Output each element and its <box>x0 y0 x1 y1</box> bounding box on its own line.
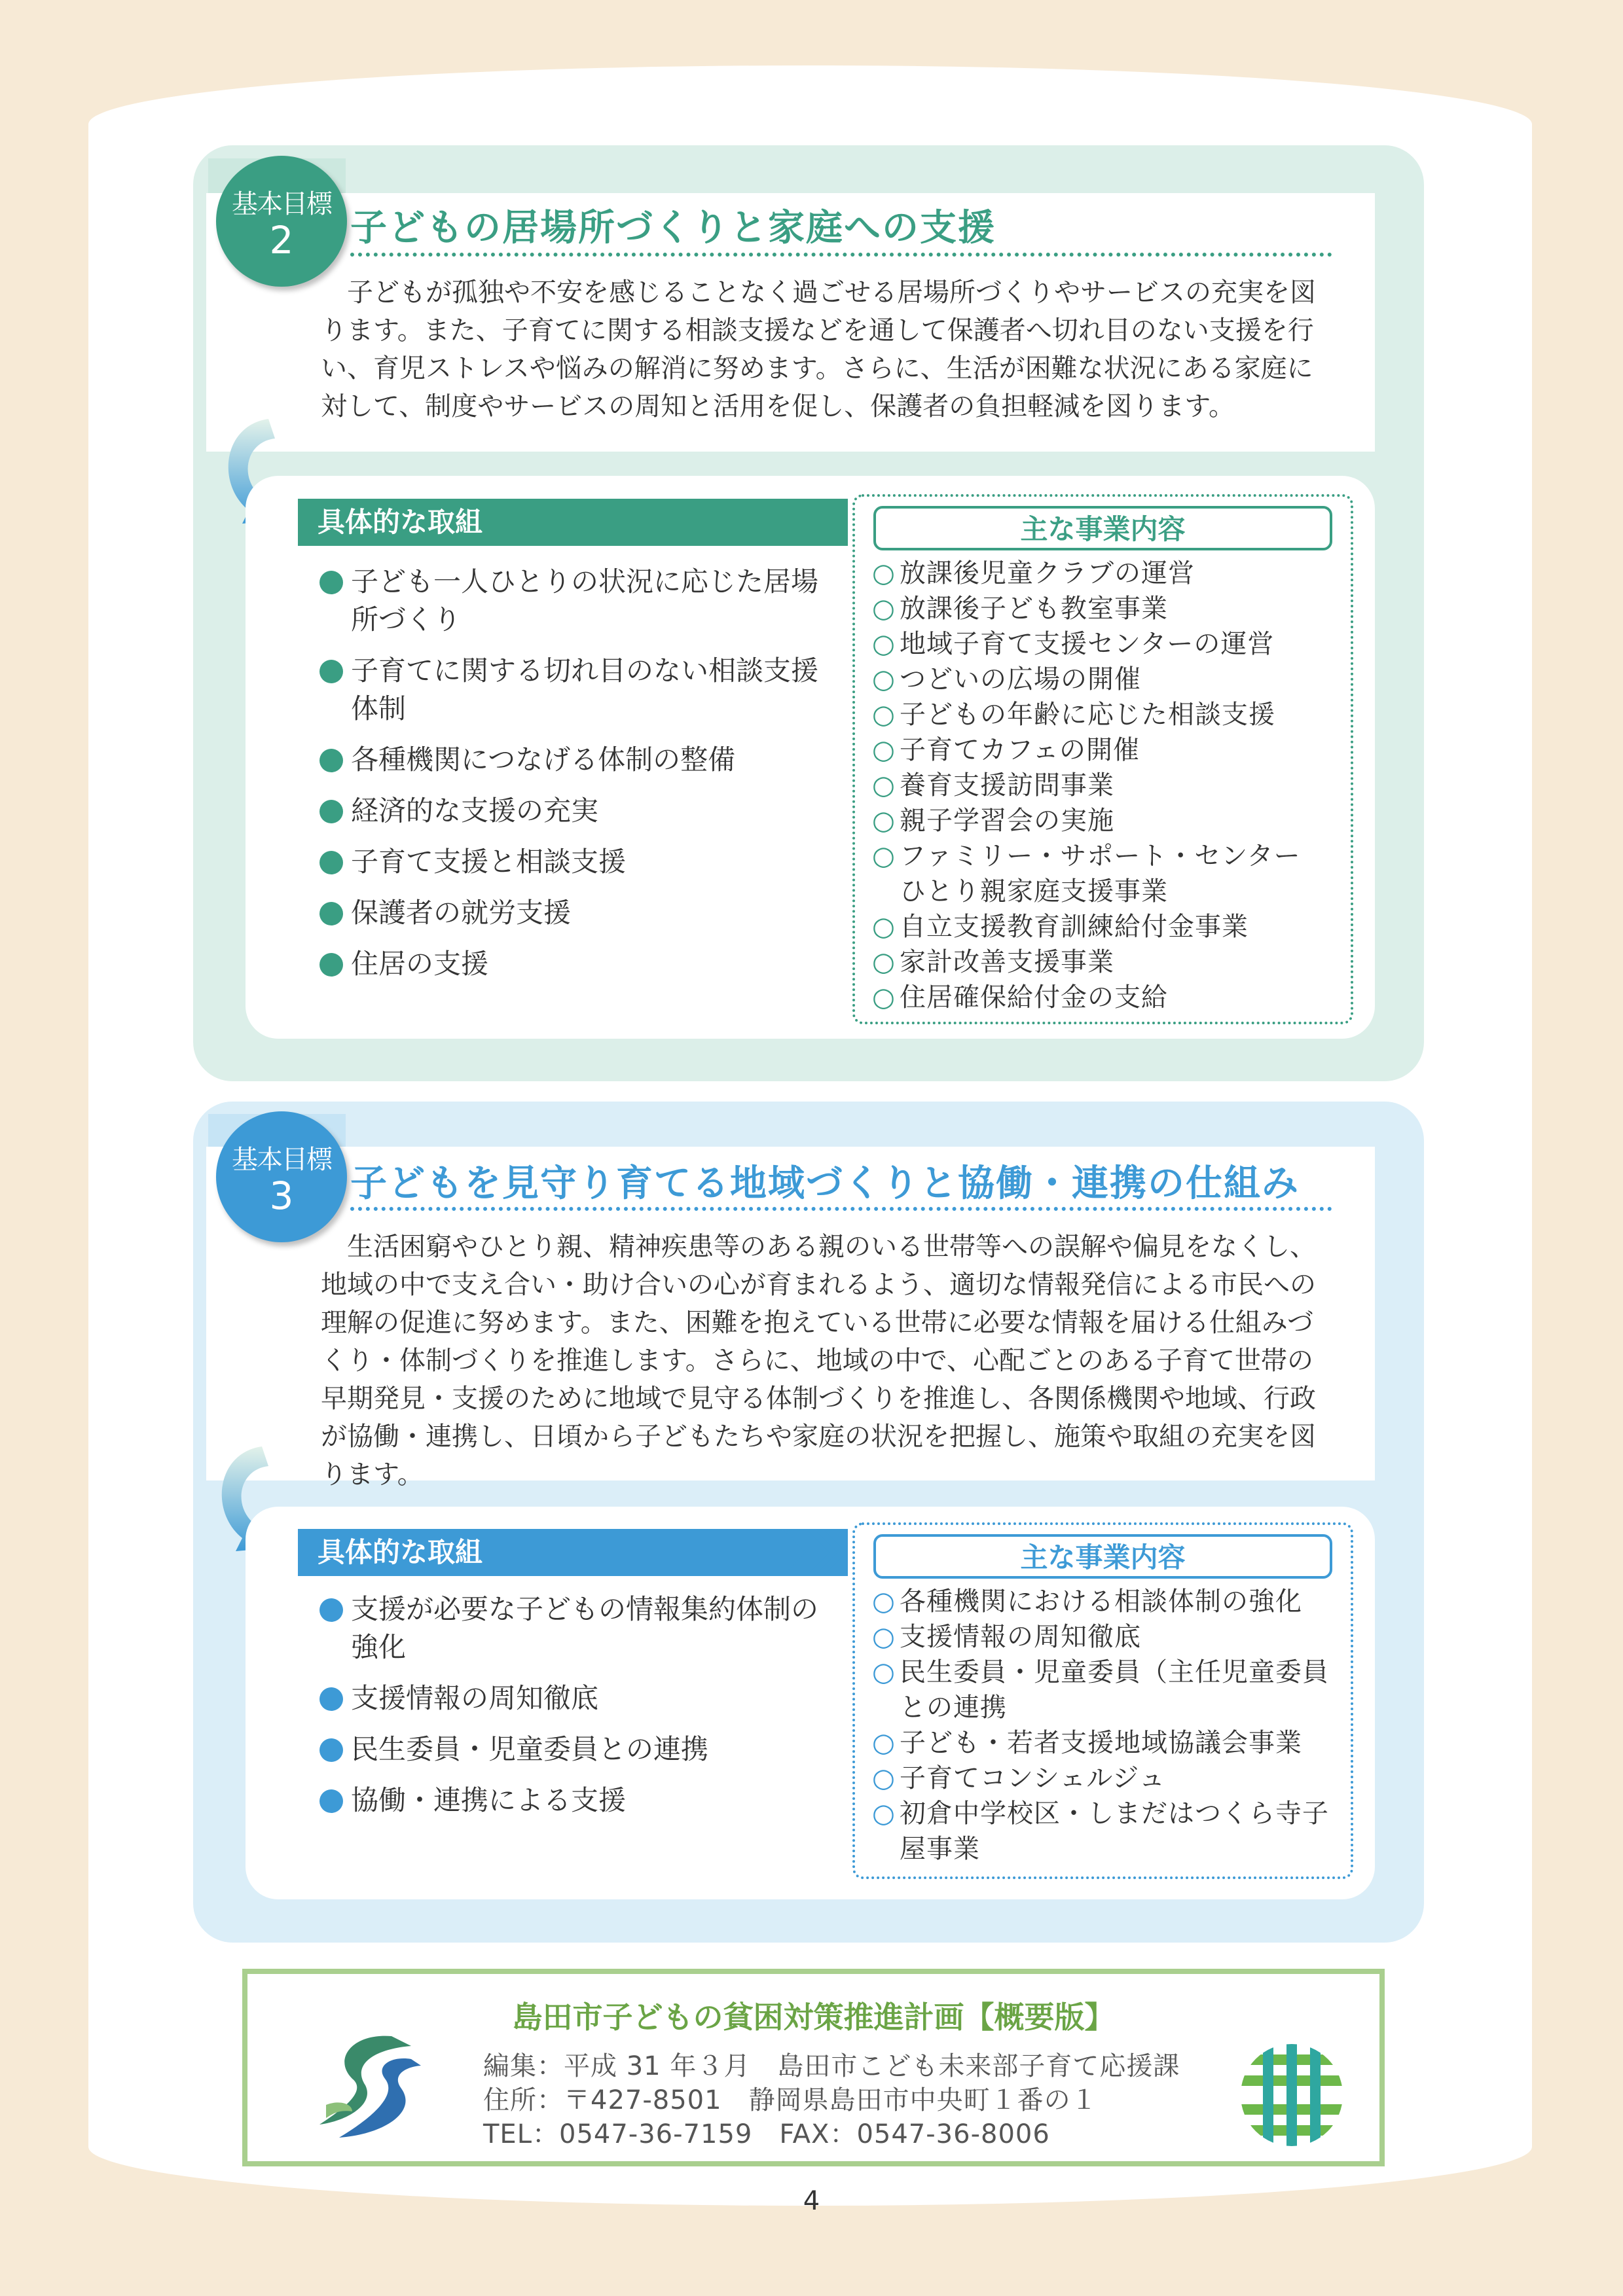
list-item: 住居の支援 <box>319 945 843 983</box>
list-item: ○ 放課後児童クラブの運営 <box>872 556 1351 591</box>
footer-address-line: 住所：〒427-8501 静岡県島田市中央町１番の１ <box>483 2085 1098 2115</box>
footer-box <box>242 1969 1385 2166</box>
list-item: 子育て支援と相談支援 <box>319 843 843 881</box>
goal3-title-underline <box>350 1207 1332 1211</box>
page-number: 4 <box>803 2186 820 2216</box>
list-item: ○ 子育てカフェの開催 <box>872 732 1351 768</box>
list-item: ○ 住居確保給付金の支給 <box>872 980 1351 1015</box>
goal2-chevron-icon <box>782 499 848 546</box>
bullet-dot-icon <box>319 660 343 683</box>
ring-bullet-icon: ○ <box>872 841 896 871</box>
list-item: 保護者の就労支援 <box>319 894 843 932</box>
footer-title: 島田市子どもの貧困対策推進計画【概要版】 <box>512 2000 1115 2035</box>
bullet-dot-icon <box>319 902 343 925</box>
bullet-dot-icon <box>319 749 343 772</box>
ring-bullet-icon: ○ <box>872 770 896 800</box>
goal3-badge-label: 基本目標 <box>232 1145 331 1175</box>
goal3-measures-list <box>319 1590 843 1833</box>
list-item: ○ 家計改善支援事業 <box>872 944 1351 980</box>
goal2-measures-heading: 具体的な取組 <box>298 499 848 546</box>
ring-bullet-icon: ○ <box>872 912 896 942</box>
goal3-badge <box>216 1111 347 1242</box>
bullet-dot-icon <box>319 800 343 823</box>
goal2-title-underline <box>350 253 1332 257</box>
list-item: 支援情報の周知徹底 <box>319 1679 843 1717</box>
ring-bullet-icon: ○ <box>872 982 896 1013</box>
goal2-badge-label: 基本目標 <box>232 189 331 219</box>
list-item: ○ 地域子育て支援センターの運営 <box>872 626 1351 662</box>
goal3-projects-list <box>855 1584 1351 1867</box>
ring-bullet-icon: ○ <box>872 594 896 624</box>
ring-bullet-icon: ○ <box>872 700 896 730</box>
list-item: ○ 支援情報の周知徹底 <box>872 1619 1351 1655</box>
footer-contact-line: TEL：0547-36-7159 FAX：0547-36-8006 <box>483 2119 1050 2149</box>
list-item: ○ 民生委員・児童委員（主任児童委員との連携 <box>872 1655 1351 1725</box>
list-item: ○ ファミリー・サポート・センター ひとり親家庭支援事業 <box>872 838 1351 909</box>
bullet-dot-icon <box>319 851 343 874</box>
list-item: 経済的な支援の充実 <box>319 792 843 830</box>
shimada-city-emblem-icon <box>313 2026 424 2144</box>
list-item: 民生委員・児童委員との連携 <box>319 1731 843 1768</box>
bullet-dot-icon <box>319 953 343 977</box>
ring-bullet-icon: ○ <box>872 806 896 836</box>
ring-bullet-icon: ○ <box>872 629 896 659</box>
goal3-title: 子どもを見守り育てる地域づくりと協働・連携の仕組み <box>350 1162 1300 1205</box>
ring-bullet-icon: ○ <box>872 1728 896 1758</box>
list-item: ○ 親子学習会の実施 <box>872 803 1351 838</box>
kosodate-logo-icon <box>1239 2043 1344 2147</box>
ring-bullet-icon: ○ <box>872 664 896 694</box>
bullet-dot-icon <box>319 571 343 594</box>
goal2-projects-heading: 主な事業内容 <box>873 506 1332 550</box>
bullet-dot-icon <box>319 1738 343 1762</box>
goal3-intro-text: 生活困窮やひとり親、精神疾患等のある親のいる世帯等への誤解や偏見をなくし、地域の中で支え合い・助け合いの心が育まれるよう、適切な情報発信による市民への理解の促進に努めます。また、困難を抱えている世帯に必要な情報を届ける仕組みづくり・体制づくりを推進します。さらに、地域の中で、心配ごとのある子育て世帯の早期発見・支援のために地域で見守る体制づくりを推進し、各関係機関や地域、行政が協働・連携し、日頃から子どもたちや家庭の状況を把握し、施策や取組の充実を図ります。 <box>321 1232 1316 1490</box>
goal3-projects-box <box>852 1522 1353 1879</box>
list-item: ○ つどいの広場の開催 <box>872 662 1351 697</box>
goal2-title: 子どもの居場所づくりと家庭への支援 <box>350 207 996 249</box>
ring-bullet-icon: ○ <box>872 1763 896 1793</box>
goal3-measures-heading: 具体的な取組 <box>298 1529 848 1576</box>
goal3-projects-heading: 主な事業内容 <box>873 1534 1332 1579</box>
footer-edit-line: 編集：平成 31 年３月 島田市こども未来部子育て応援課 <box>483 2051 1180 2081</box>
goal2-intro-text: 子どもが孤独や不安を感じることなく過ごせる居場所づくりやサービスの充実を図ります。また、子育てに関する相談支援などを通して保護者へ切れ目のない支援を行い、育児ストレスや悩みの解消に努めます。さらに、生活が困難な状況にある家庭に対して、制度やサービスの周知と活用を促し、保護者の負担軽減を図ります。 <box>321 278 1316 422</box>
ring-bullet-icon: ○ <box>872 1622 896 1652</box>
goal2-measures-list <box>319 563 843 996</box>
ring-bullet-icon: ○ <box>872 735 896 765</box>
ring-bullet-icon: ○ <box>872 1799 896 1829</box>
list-item: ○ 子育てコンシェルジュ <box>872 1761 1351 1796</box>
ring-bullet-icon: ○ <box>872 947 896 977</box>
footer-info <box>483 2049 1180 2151</box>
list-item: 協働・連携による支援 <box>319 1782 843 1820</box>
goal2-badge-number: 2 <box>269 218 294 262</box>
ring-bullet-icon: ○ <box>872 1657 896 1687</box>
list-item: 子育てに関する切れ目のない相談支援体制 <box>319 652 843 728</box>
list-item: ○ 子ども・若者支援地域協議会事業 <box>872 1725 1351 1761</box>
list-item: ○ 子どもの年齢に応じた相談支援 <box>872 697 1351 732</box>
goal3-chevron-icon <box>782 1529 848 1576</box>
goal2-badge <box>216 156 347 287</box>
bullet-dot-icon <box>319 1598 343 1622</box>
bullet-dot-icon <box>319 1789 343 1813</box>
list-item: ○ 自立支援教育訓練給付金事業 <box>872 909 1351 944</box>
bullet-dot-icon <box>319 1687 343 1711</box>
list-item: ○ 放課後子ども教室事業 <box>872 591 1351 626</box>
list-item: 子ども一人ひとりの状況に応じた居場所づくり <box>319 563 843 639</box>
ring-bullet-icon: ○ <box>872 1587 896 1617</box>
list-item: ○ 各種機関における相談体制の強化 <box>872 1584 1351 1619</box>
ring-bullet-icon: ○ <box>872 558 896 588</box>
goal2-projects-list <box>855 556 1351 1015</box>
list-item: 各種機関につなげる体制の整備 <box>319 741 843 779</box>
goal2-projects-box <box>852 494 1353 1024</box>
goal3-badge-number: 3 <box>269 1174 294 1218</box>
list-item: ○ 初倉中学校区・しまだはつくら寺子屋事業 <box>872 1796 1351 1867</box>
list-item: ○ 養育支援訪問事業 <box>872 768 1351 803</box>
list-item: 支援が必要な子どもの情報集約体制の強化 <box>319 1590 843 1666</box>
